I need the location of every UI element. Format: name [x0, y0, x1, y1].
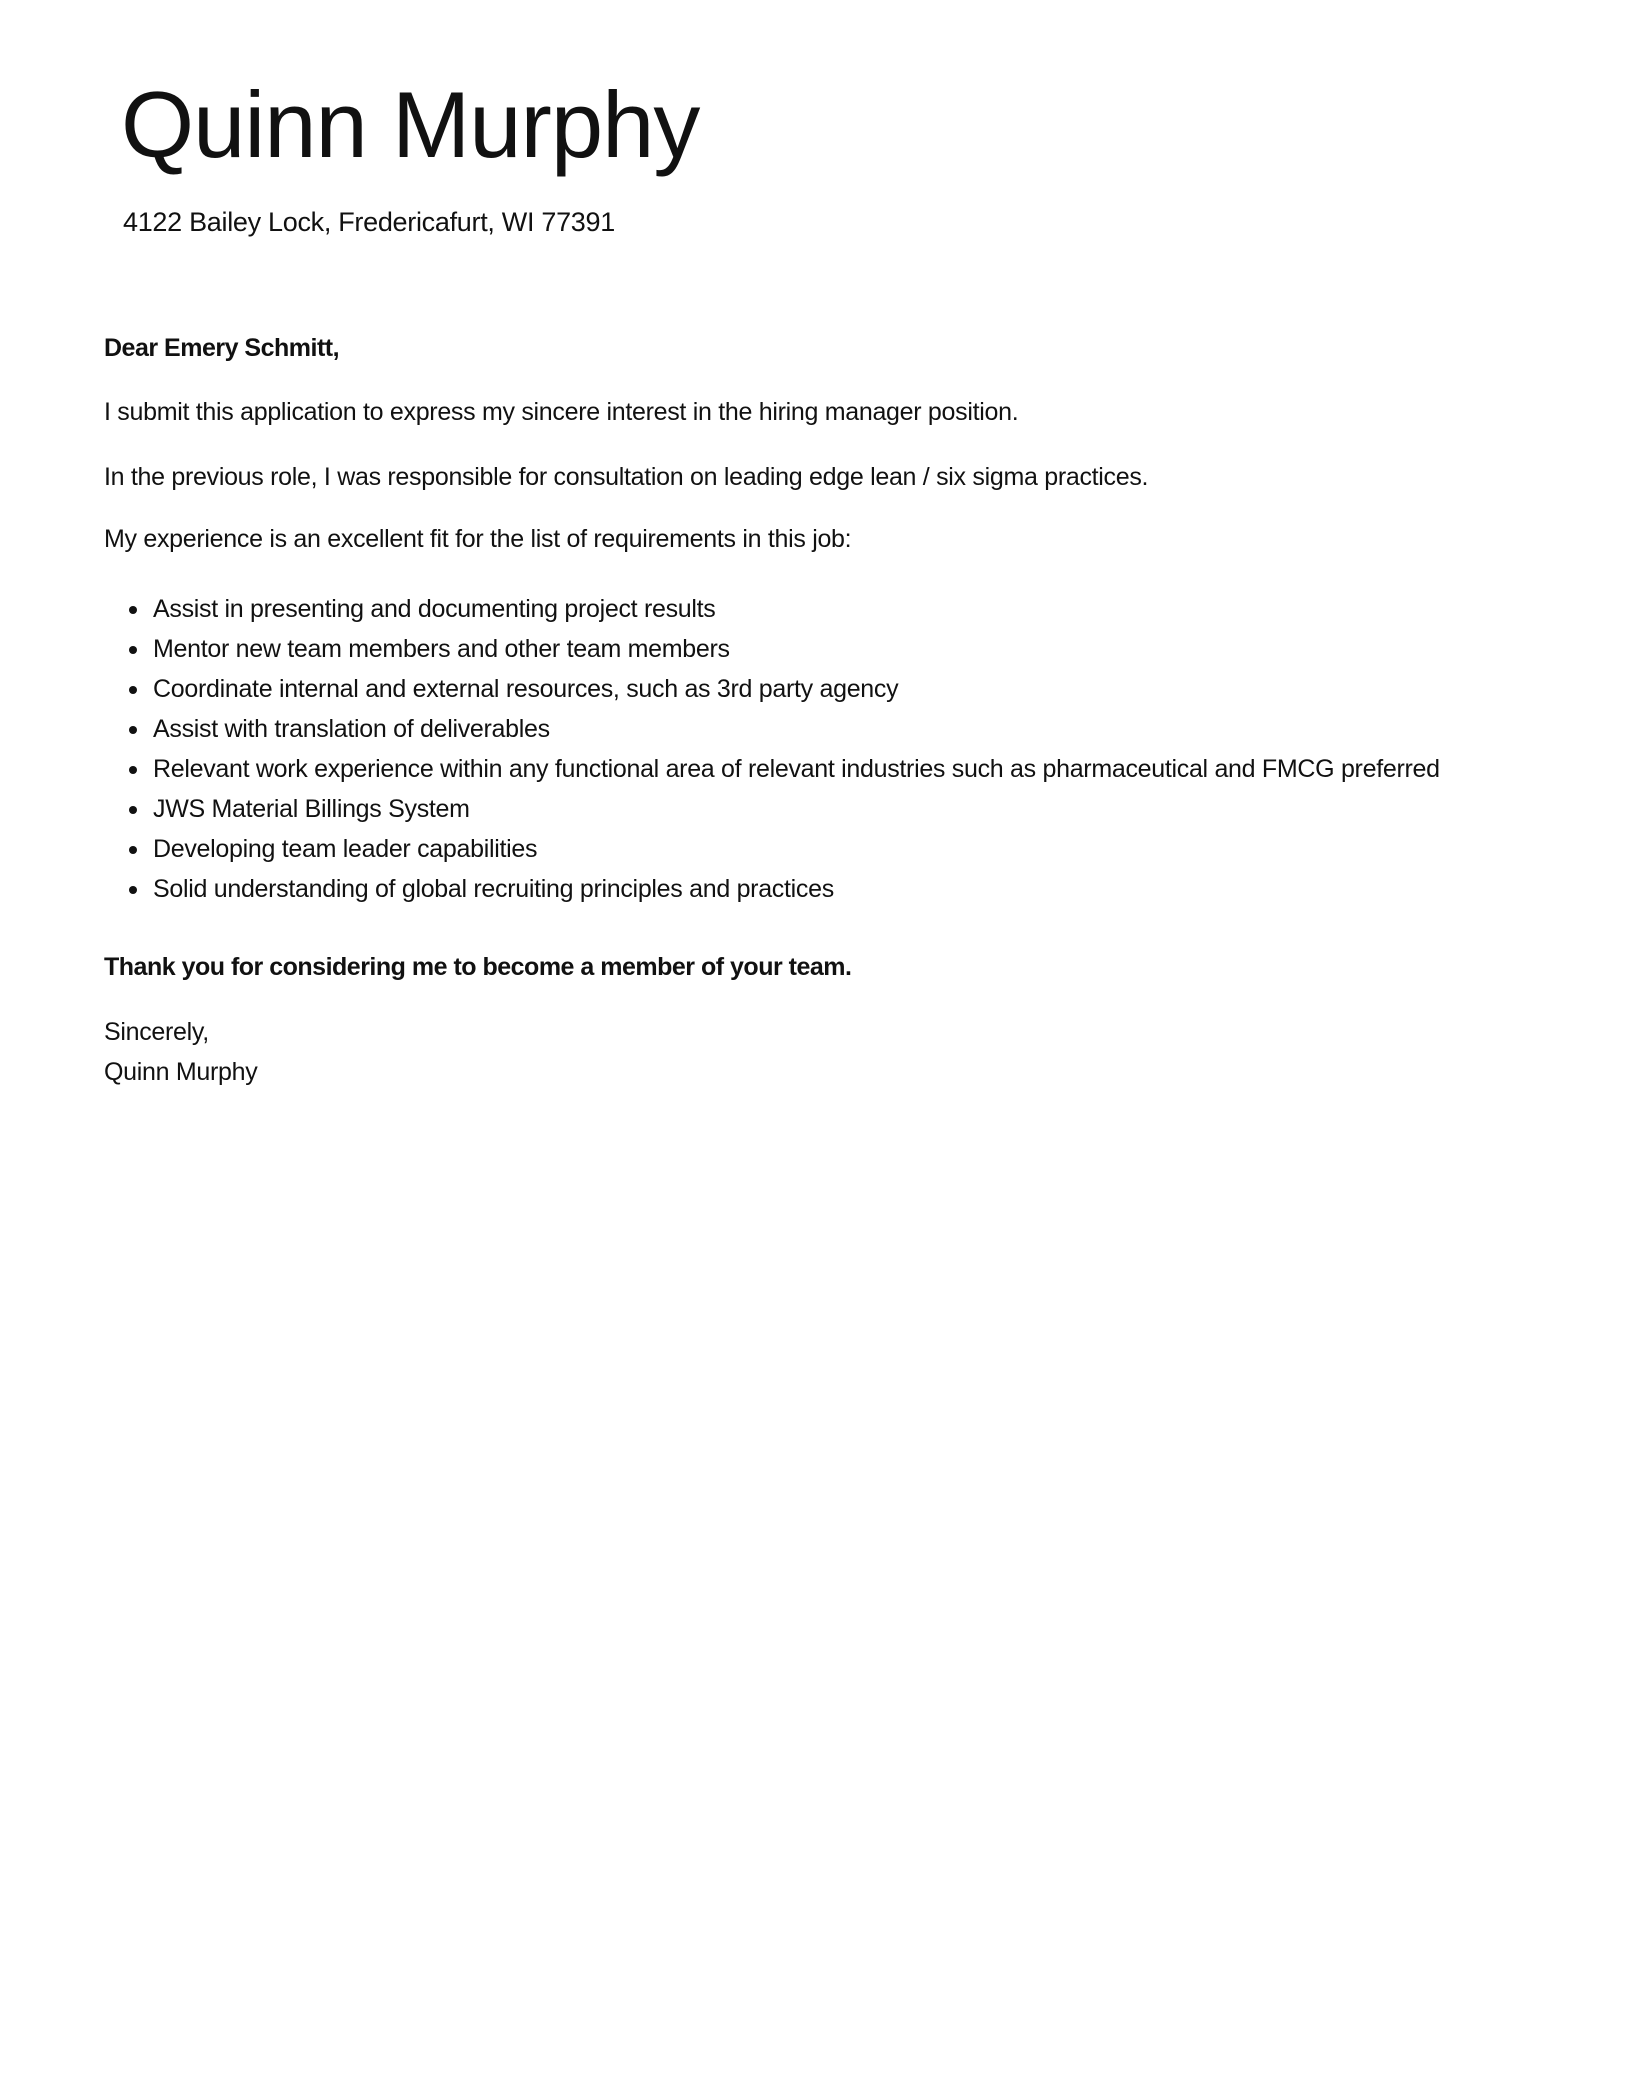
list-item-text: Relevant work experience within any functional area of relevant industries such as pharmaceutical and FMCG preferred: [153, 755, 1440, 783]
list-item-text: Developing team leader capabilities: [153, 835, 538, 863]
closing-statement: Thank you for considering me to become a member of your team.: [104, 953, 852, 981]
salutation: Dear Emery Schmitt,: [104, 334, 340, 362]
list-item: [104, 749, 1440, 789]
signature: Quinn Murphy: [104, 1058, 258, 1086]
bullet-icon: [129, 806, 137, 814]
list-item: [104, 669, 1440, 709]
sign-off: Sincerely,: [104, 1018, 209, 1046]
bullet-icon: [129, 646, 137, 654]
paragraph-experience: In the previous role, I was responsible for consultation on leading edge lean / six sigma practices.: [104, 463, 1149, 491]
list-item-text: Assist with translation of deliverables: [153, 715, 550, 743]
bullet-icon: [129, 766, 137, 774]
list-item-text: Assist in presenting and documenting project results: [153, 595, 716, 623]
list-item: [104, 709, 1440, 749]
bullet-icon: [129, 886, 137, 894]
bullet-icon: [129, 846, 137, 854]
list-item-text: Mentor new team members and other team members: [153, 635, 730, 663]
list-item: [104, 829, 1440, 869]
list-item-text: JWS Material Billings System: [153, 795, 470, 823]
list-item: [104, 869, 1440, 909]
list-item-text: Solid understanding of global recruiting principles and practices: [153, 875, 834, 903]
paragraph-requirements-lead: My experience is an excellent fit for the list of requirements in this job:: [104, 525, 852, 553]
bullet-icon: [129, 686, 137, 694]
list-item: [104, 629, 1440, 669]
bullet-icon: [129, 606, 137, 614]
applicant-address: 4122 Bailey Lock, Fredericafurt, WI 77391: [123, 207, 615, 237]
list-item: [104, 789, 1440, 829]
applicant-name: Quinn Murphy: [121, 72, 700, 177]
bullet-icon: [129, 726, 137, 734]
requirements-list: [104, 589, 1440, 909]
paragraph-intro: I submit this application to express my sincere interest in the hiring manager position.: [104, 398, 1019, 426]
list-item: [104, 589, 1440, 629]
list-item-text: Coordinate internal and external resources, such as 3rd party agency: [153, 675, 899, 703]
